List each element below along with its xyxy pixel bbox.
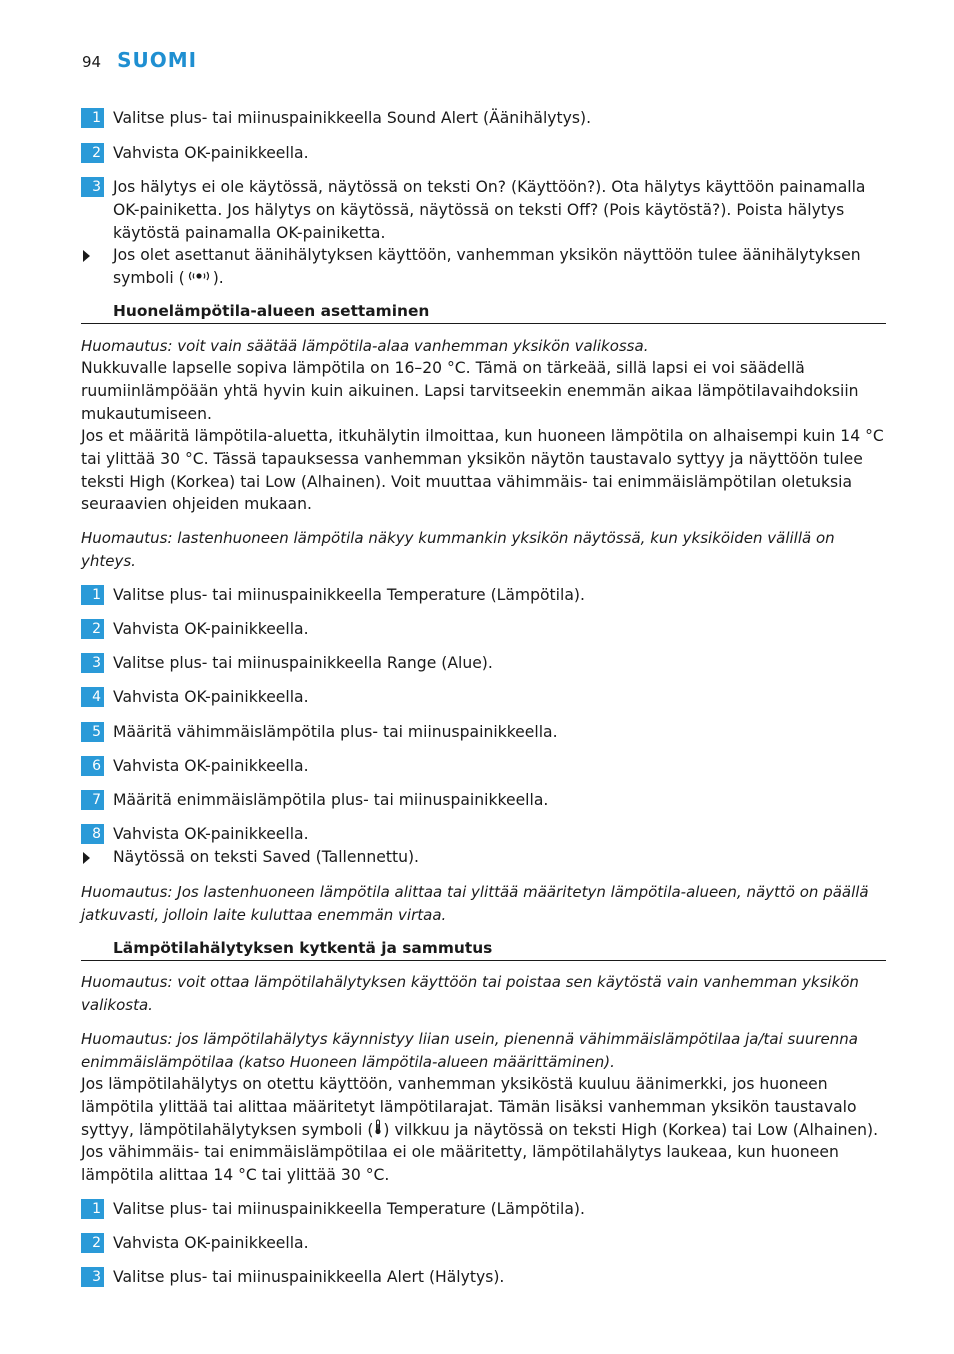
- step-item: [81, 789, 889, 812]
- section-heading: Lämpötilahälytyksen kytkentä ja sammutus: [81, 937, 886, 961]
- step-number: 3: [81, 1267, 104, 1287]
- note-text: Huomautus: voit vain säätää lämpötila-alaa vanhemman yksikön valikossa.: [81, 337, 649, 355]
- paragraph: Nukkuvalle lapselle sopiva lämpötila on 16–20 °C. Tämä on tärkeää, sillä lapsi ei voi säädellä ruumiinlämpöään yhtä hyvin kuin aikuinen. Lapsi tarvitseekin enemmän aikaa lämpötilavaihdoksiin mukautumiseen.: [81, 359, 859, 423]
- step-number: 2: [81, 1233, 104, 1253]
- step-item: [81, 755, 889, 778]
- paragraph: Jos et määritä lämpötila-aluetta, itkuhälytin ilmoittaa, kun huoneen lämpötila on alhaisempi kuin 14 °C tai ylittää 30 °C. Tässä tapauksessa vanhemman yksikön näytön taustavalo syttyy ja näyttöön tulee teksti High (Korkea) tai Low (Alhainen). Voit muuttaa vähimmäis- tai enimmäislämpötilan oletuksia seuraavien ohjeiden mukaan.: [81, 427, 884, 514]
- step-text: Vahvista OK-painikkeella.: [113, 1234, 309, 1252]
- step-text: Määritä vähimmäislämpötila plus- tai miinuspainikkeella.: [113, 723, 558, 741]
- step-number: 3: [81, 177, 104, 197]
- sound-alert-symbol-icon: [185, 267, 213, 290]
- note-text: Huomautus: Jos lastenhuoneen lämpötila alittaa tai ylittää määritetyn lämpötila-alueen, näyttö on päällä jatkuvasti, jolloin laite kuluttaa enemmän virtaa.: [81, 883, 869, 924]
- result-text: Jos olet asettanut äänihälytyksen käyttöön, vanhemman yksikön näyttöön tulee äänihälytyksen symboli ( ).: [113, 244, 889, 290]
- step-text: Vahvista OK-painikkeella.: [113, 757, 309, 775]
- step-text: Vahvista OK-painikkeella.: [113, 144, 309, 162]
- step-item: [81, 686, 889, 709]
- step-text: Määritä enimmäislämpötila plus- tai miinuspainikkeella.: [113, 791, 549, 809]
- step-item: [81, 142, 889, 165]
- step-number: 2: [81, 143, 104, 163]
- step-number: 3: [81, 653, 104, 673]
- step-number: 2: [81, 619, 104, 639]
- step-text: Valitse plus- tai miinuspainikkeella Temperature (Lämpötila).: [113, 586, 585, 604]
- note-text: Huomautus: lastenhuoneen lämpötila näkyy kummankin yksikön näytössä, kun yksiköiden välillä on yhteys.: [81, 529, 835, 570]
- result-item: [81, 846, 889, 869]
- step-item: [81, 584, 889, 607]
- step-item: [81, 823, 889, 846]
- step-number: 5: [81, 722, 104, 742]
- step-text: Valitse plus- tai miinuspainikkeella Sound Alert (Äänihälytys).: [113, 109, 592, 127]
- paragraph: Jos lämpötilahälytys on otettu käyttöön, vanhemman yksiköstä kuuluu äänimerkki, jos huoneen lämpötila ylittää tai alittaa määritetyt lämpötilarajat. Tämän lisäksi vanhemman yksikön taustavalo syttyy, lämpötilahälytyksen symboli ( ) vilkkuu ja näytössä on teksti High (Korkea) tai Low (Alhainen). Jos vähimmäis- tai enimmäislämpötilaa ei ole määritetty, lämpötilahälytys laukeaa, kun huoneen lämpötila alittaa 14 °C tai ylittää 30 °C.: [81, 1075, 879, 1185]
- step-text: Valitse plus- tai miinuspainikkeella Temperature (Lämpötila).: [113, 1200, 585, 1218]
- step-item: [81, 1198, 889, 1221]
- step-number: 1: [81, 1199, 104, 1219]
- result-arrow-icon: [83, 250, 90, 262]
- step-text: Vahvista OK-painikkeella.: [113, 688, 309, 706]
- note-text: Huomautus: jos lämpötilahälytys käynnistyy liian usein, pienennä vähimmäislämpötilaa ja/tai suurenna enimmäislämpötilaa (katso Huoneen lämpötila-alueen määrittäminen).: [81, 1030, 858, 1071]
- step-number: 1: [81, 108, 104, 128]
- result-item: [81, 244, 889, 290]
- step-number: 1: [81, 585, 104, 605]
- step-text: Jos hälytys ei ole käytössä, näytössä on teksti On? (Käyttöön?). Ota hälytys käyttöön painamalla OK-painiketta. Jos hälytys on käytössä, näytössä on teksti Off? (Pois käytöstä?). Poista hälytys käytöstä painamalla OK-painiketta.: [113, 178, 866, 242]
- step-text: Valitse plus- tai miinuspainikkeella Range (Alue).: [113, 654, 493, 672]
- note-text: Huomautus: voit ottaa lämpötilahälytyksen käyttöön tai poistaa sen käytöstä vain vanhemman yksikön valikosta.: [81, 973, 859, 1014]
- step-number: 8: [81, 824, 104, 844]
- result-arrow-icon: [83, 852, 90, 864]
- step-number: 7: [81, 790, 104, 810]
- step-item: [81, 1232, 889, 1255]
- step-text: Vahvista OK-painikkeella.: [113, 825, 309, 843]
- step-text: Vahvista OK-painikkeella.: [113, 620, 309, 638]
- step-item: [81, 107, 889, 130]
- step-item: [81, 176, 889, 244]
- page-header: [82, 48, 197, 74]
- step-item: [81, 1266, 889, 1289]
- step-number: 4: [81, 687, 104, 707]
- language-title: SUOMI: [117, 48, 198, 72]
- step-item: [81, 721, 889, 744]
- step-text: Valitse plus- tai miinuspainikkeella Alert (Hälytys).: [113, 1268, 505, 1286]
- result-text: Näytössä on teksti Saved (Tallennettu).: [113, 848, 419, 866]
- step-item: [81, 652, 889, 675]
- section-heading: Huonelämpötila-alueen asettaminen: [81, 300, 886, 324]
- page-number: 94: [82, 53, 102, 71]
- step-number: 6: [81, 756, 104, 776]
- step-item: [81, 618, 889, 641]
- thermometer-icon: [373, 1119, 383, 1142]
